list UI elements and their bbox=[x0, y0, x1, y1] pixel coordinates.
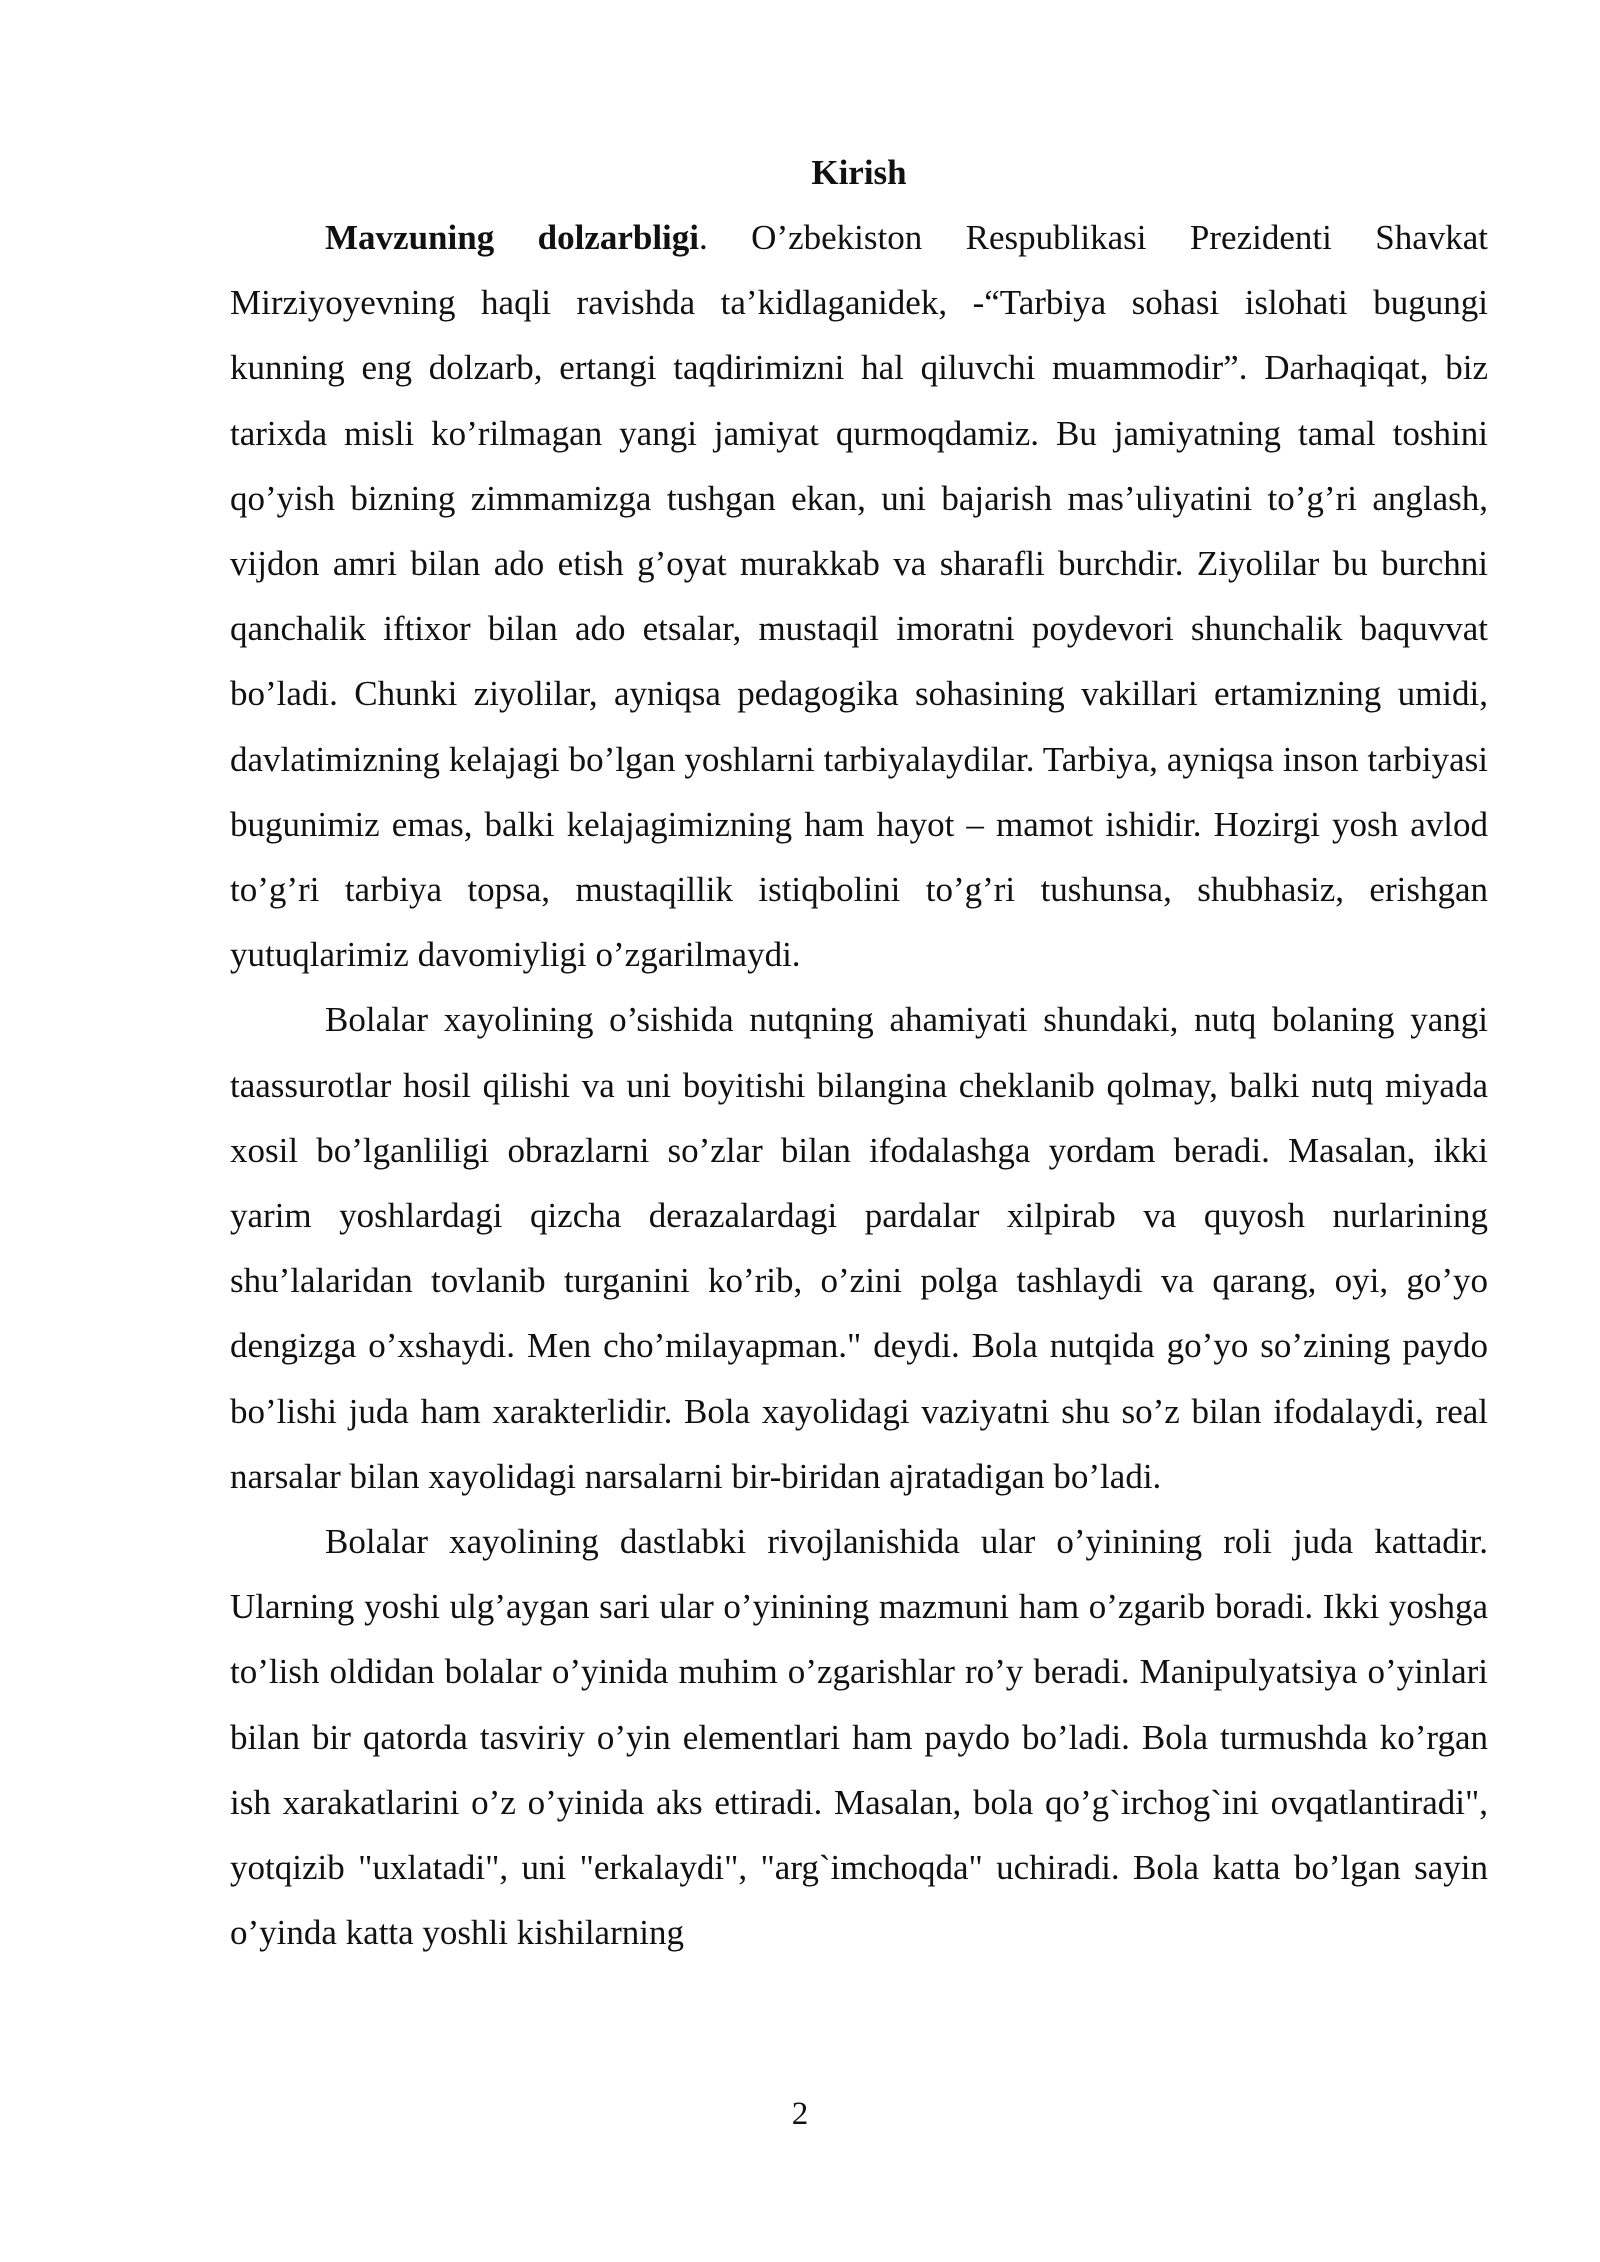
paragraph-text: . O’zbekiston Respublikasi Prezidenti Shavkat Mirziyoyevning haqli ravishda ta’kidlaganidek, -“Tarbiya sohasi islohati bugungi kunning eng dolzarb, ertangi taqdirimizni hal qiluvchi muammodir”. Darhaqiqat, biz tarixda misli ko’rilmagan yangi jamiyat qurmoqdamiz. Bu jamiyatning tamal toshini qo’yish bizning zimmamizga tushgan ekan, uni bajarish mas’uliyatini to’g’ri anglash, vijdon amri bilan ado etish g’oyat murakkab va sharafli burchdir. Ziyolilar bu burchni qanchalik iftixor bilan ado etsalar, mustaqil imoratni poydevori shunchalik baquvvat bo’ladi. Chunki ziyolilar, ayniqsa pedagogika sohasining vakillari ertamizning umidi, davlatimizning kelajagi bo’lgan yoshlarni tarbiyalaydilar. Tarbiya, ayniqsa inson tarbiyasi bugunimiz emas, balki kelajagimizning ham hayot – mamot ishidir. Hozirgi yosh avlod to’g’ri tarbiya topsa, mustaqillik istiqbolini to’g’ri tushunsa, shubhasiz, erishgan yutuqlarimiz davomiyligi o’zgarilmaydi. bbox=[230, 218, 1488, 975]
paragraph-lead-bold: Mavzuning dolzarbligi bbox=[325, 218, 700, 257]
paragraph-play: Bolalar xayolining dastlabki rivojlanishida ular o’yinining roli juda kattadir. Ularning yoshi ulg’aygan sari ular o’yinining mazmuni ham o’zgarib boradi. Ikki yoshga to’lish oldidan bolalar o’yinida muhim o’zgarishlar ro’y beradi. Manipulyatsiya o’yinlari bilan bir qatorda tasviriy o’yin elementlari ham paydo bo’ladi. Bola turmushda ko’rgan ish xarakatlarini o’z o’yinida aks ettiradi. Masalan, bola qo’g`irchog`ini ovqatlantiradi", yotqizib "uxlatadi", uni "erkalaydi", "arg`imchoqda" uchiradi. Bola katta bo’lgan sayin o’yinda katta yoshli kishilarning bbox=[230, 1522, 1488, 1953]
paragraph-relevance bbox=[230, 205, 1488, 987]
page-number: 2 bbox=[791, 2096, 809, 2132]
document-page bbox=[230, 140, 1488, 1965]
page-title: Kirish bbox=[811, 153, 907, 192]
paragraph-speech: Bolalar xayolining o’sishida nutqning ahamiyati shundaki, nutq bolaning yangi taassurotlar hosil qilishi va uni boyitishi bilangina cheklanib qolmay, balki nutq miyada xosil bo’lganliligi obrazlarni so’zlar bilan ifodalashga yordam beradi. Masalan, ikki yarim yoshlardagi qizcha derazalardagi pardalar xilpirab va quyosh nurlarining shu’lalaridan tovlanib turganini ko’rib, o’zini polga tashlaydi va qarang, oyi, go’yo dengizga o’xshaydi. Men cho’milayapman." deydi. Bola nutqida go’yo so’zining paydo bo’lishi juda ham xarakterlidir. Bola xayolidagi vaziyatni shu so’z bilan ifodalaydi, real narsalar bilan xayolidagi narsalarni bir-biridan ajratadigan bo’ladi. bbox=[230, 1000, 1488, 1496]
